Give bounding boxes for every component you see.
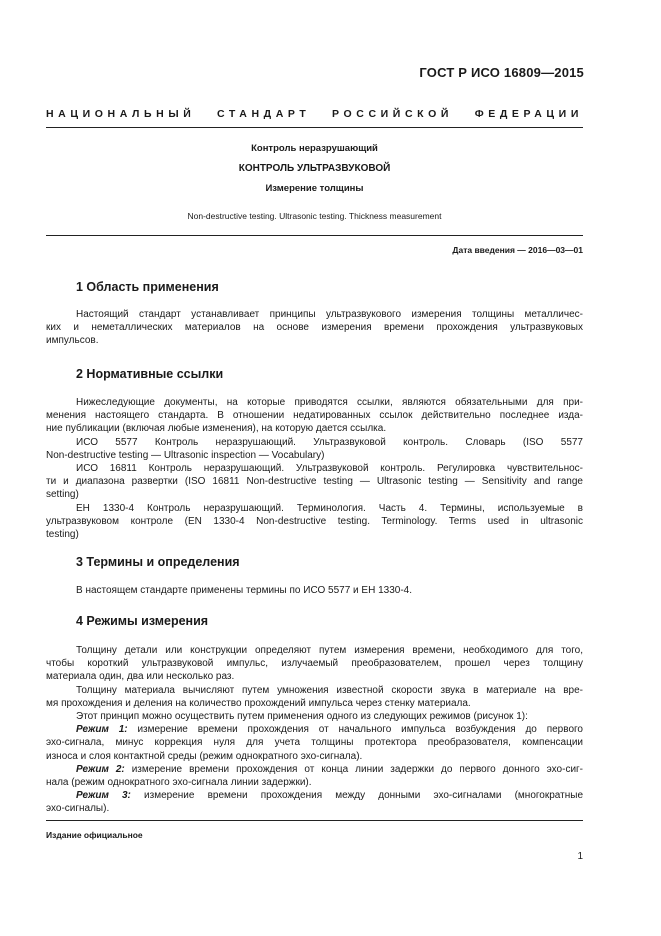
mode-3-label: Режим 3: [76, 790, 131, 802]
text-line: менения настоящего стандарта. В отношении недатированных ссылок действительно последнее изда- [46, 410, 583, 422]
text-line: В настоящем стандарте применены термины по ИСО 5577 и ЕН 1330-4. [76, 585, 412, 596]
mode-1-label: Режим 1: [76, 724, 128, 736]
reference-line: testing) [46, 529, 79, 541]
text-line: Толщину материала вычисляют путем умножения известной скорости звука в материале на вре- [76, 684, 583, 696]
banner-word: ФЕДЕРАЦИИ [474, 108, 583, 120]
footer-rule [46, 820, 583, 821]
text-line: импульсов. [46, 335, 99, 347]
section-2-heading: 2 Нормативные ссылки [76, 367, 224, 381]
text-line: Нижеследующие документы, на которые приводятся ссылки, являются обязательными для при- [76, 397, 583, 408]
banner-word: НАЦИОНАЛЬНЫЙ [46, 108, 196, 120]
mode-2-line [46, 763, 583, 776]
reference-line: ультразвуковом контроле (EN 1330-4 Non-destructive testing. Terminology. Terms used in ultrasonic [46, 515, 583, 527]
title-line-2: КОНТРОЛЬ УЛЬТРАЗВУКОВОЙ [238, 163, 391, 174]
top-rule [46, 127, 583, 128]
text-line: эхо-сигнала, минус коррекция нуля для учета толщины протектора преобразователя, компенсации [46, 737, 583, 749]
text-line: Настоящий стандарт устанавливает принципы ультразвукового измерения толщины металличес- [76, 309, 583, 320]
section-3-heading: 3 Термины и определения [76, 555, 240, 569]
text-line: износа и слоя контактной среды (режим однократного эхо-сигнала). [46, 750, 363, 762]
mode-2-label: Режим 2: [76, 763, 125, 775]
mode-1-line [46, 723, 583, 736]
reference-line: ЕН 1330-4 Контроль неразрушающий. Терминология. Часть 4. Термины, используемые в [76, 502, 583, 514]
text-line: ние публикации (включая любые изменения), на которую дается ссылка. [46, 423, 387, 435]
reference-line: ти и диапазона развертки (ISO 16811 Non-destructive testing — Ultrasonic testing — Sensitivity and range [46, 476, 583, 488]
banner-word: РОССИЙСКОЙ [332, 108, 454, 120]
mode-3-text: измерение времени прохождения между донными эхо-сигналами (многократные [144, 790, 583, 802]
text-line: нала (режим однократного эхо-сигнала линии задержки). [46, 777, 312, 789]
title-line-3: Измерение толщины [265, 183, 364, 194]
text-line: материала один, два или несколько раз. [46, 671, 235, 683]
text-line: ких и неметаллических материалов на основе измерения времени прохождения ультразвуковых [46, 322, 583, 334]
text-line: эхо-сигналы). [46, 803, 110, 815]
reference-line: Non-destructive testing — Ultrasonic inspection — Vocabulary) [46, 449, 325, 461]
english-title: Non-destructive testing. Ultrasonic testing. Thickness measurement [187, 211, 442, 221]
banner-word: СТАНДАРТ [217, 108, 311, 120]
mode-2-text: измерение времени прохождения от конца линии задержки до первого донного эхо-сиг- [131, 763, 584, 775]
section-4-body [46, 644, 583, 816]
page-number: 1 [577, 851, 583, 862]
reference-line: ИСО 16811 Контроль неразрушающий. Ультразвуковой контроль. Регулировка чувствительнос- [76, 463, 583, 475]
text-line: Этот принцип можно осуществить путем применения одного из следующих режимов (рисунок 1): [76, 711, 528, 723]
section-2-body [46, 396, 583, 541]
mode-3-line [46, 789, 583, 802]
national-standard-banner [46, 108, 583, 120]
introduction-date: Дата введения — 2016—03—01 [452, 245, 583, 255]
section-1-heading: 1 Область применения [76, 280, 219, 294]
reference-line: ИСО 5577 Контроль неразрушающий. Ультразвуковой контроль. Словарь (ISO 5577 [76, 436, 583, 448]
text-line: Толщину детали или конструкции определяют путем измерения времени, необходимого для того, [76, 645, 583, 656]
reference-line: setting) [46, 489, 79, 501]
section-3-body [46, 584, 583, 597]
official-edition-label: Издание официальное [46, 830, 143, 840]
section-1-body [46, 308, 583, 348]
title-line-1: Контроль неразрушающий [251, 143, 378, 154]
mode-1-text: измерение времени прохождения от начального импульса возбуждения до первого [137, 724, 583, 736]
title-rule [46, 235, 583, 236]
text-line: чтобы короткий ультразвуковой импульс, излучаемый преобразователем, прошел через толщину [46, 658, 583, 670]
text-line: мя прохождения и деления на количество прохождений импульса через стенку материала. [46, 697, 471, 709]
section-4-heading: 4 Режимы измерения [76, 614, 209, 628]
document-number: ГОСТ Р ИСО 16809—2015 [419, 65, 584, 80]
